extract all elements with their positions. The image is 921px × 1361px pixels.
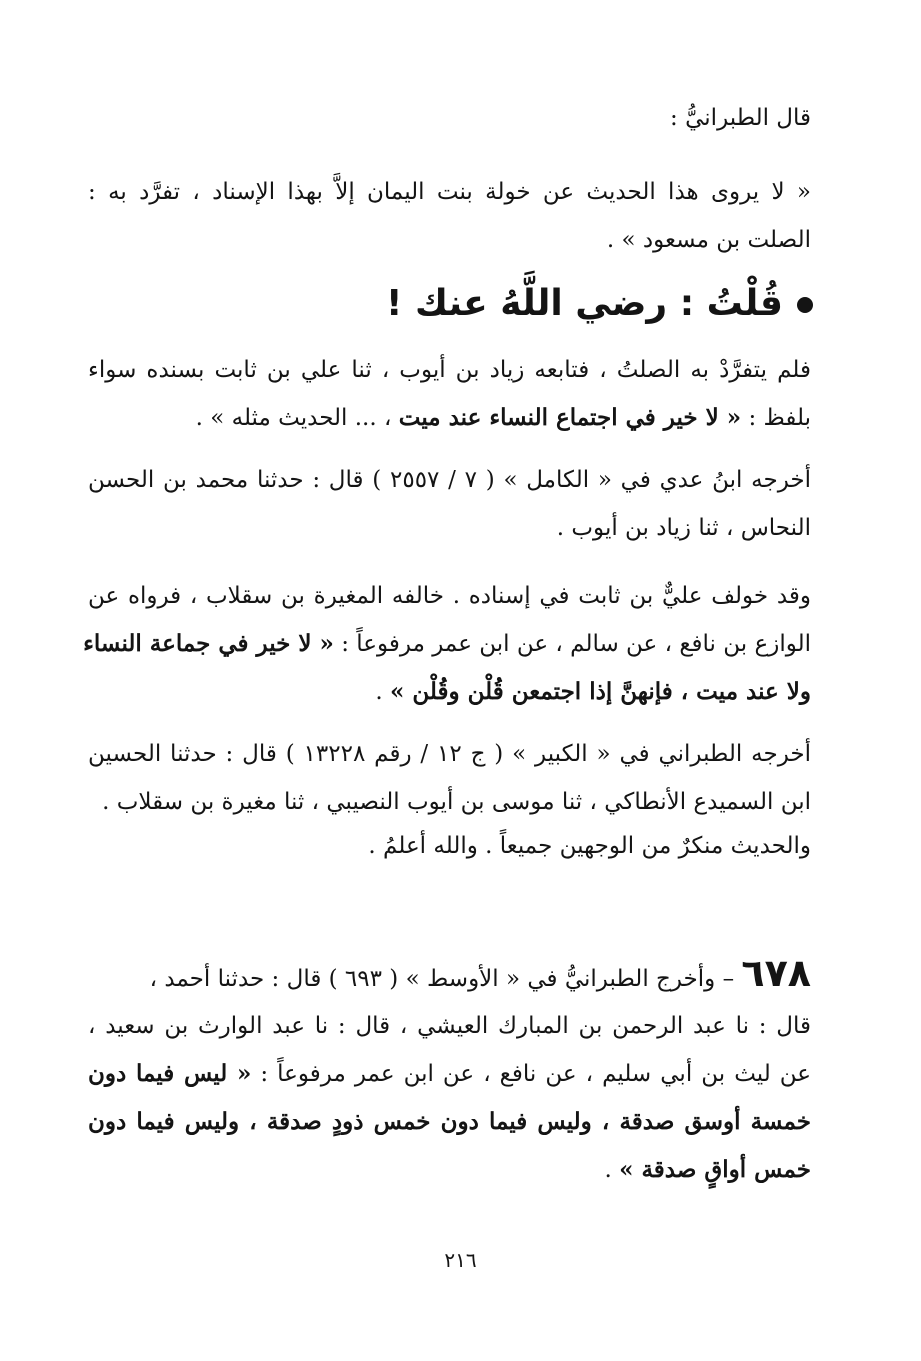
text-line: والحديث منكرٌ من الوجهين جميعاً . والله أعلمُ . xyxy=(368,833,811,859)
quote-line: الصلت بن مسعود » . xyxy=(606,227,811,253)
text-line: خمسة أوسق صدقة ، وليس فيما دون خمس ذودٍ صدقة ، وليس فيما دون xyxy=(88,1108,811,1135)
text-line: قال الطبرانيُّ : xyxy=(670,105,811,131)
quote-line: « لا يروى هذا الحديث عن خولة بنت اليمان إلاَّ بهذا الإسناد ، تفرَّد به : xyxy=(88,179,811,205)
text-line: ولا عند ميت ، فإنهنَّ إذا اجتمعن قُلْن وقُلْن » . xyxy=(375,678,811,705)
text-line: أخرجه ابنُ عدي في « الكامل » ( ٧ / ٢٥٥٧ ) قال : حدثنا محمد بن الحسن xyxy=(88,467,811,493)
hadith-entry-line: ٦٧٨ – وأخرج الطبرانيُّ في « الأوسط » ( ٦٩٣ ) قال : حدثنا أحمد ، xyxy=(149,951,811,995)
text-line: النحاس ، ثنا زياد بن أيوب . xyxy=(556,515,811,541)
page-number: ٢١٦ xyxy=(444,1248,477,1272)
text-line: أخرجه الطبراني في « الكبير » ( ج ١٢ / رقم ١٣٢٢٨ ) قال : حدثنا الحسين xyxy=(88,741,812,767)
text-line: بلفظ : « لا خير في اجتماع النساء عند ميت ، ... الحديث مثله » . xyxy=(195,404,811,431)
text-line: عن ليث بن أبي سليم ، عن نافع ، عن ابن عمر مرفوعاً : « ليس فيما دون xyxy=(88,1060,812,1087)
hadith-number: ٦٧٨ xyxy=(741,951,811,995)
bullet-icon xyxy=(797,297,813,313)
text-line: خمس أواقٍ صدقة » . xyxy=(604,1156,811,1183)
text-line: وقد خولف عليٌّ بن ثابت في إسناده . خالفه المغيرة بن سقلاب ، فرواه عن xyxy=(88,583,811,609)
text-line: قال : نا عبد الرحمن بن المبارك العيشي ، قال : نا عبد الوارث بن سعيد ، xyxy=(88,1013,811,1039)
text-line: الوازع بن نافع ، عن سالم ، عن ابن عمر مرفوعاً : « لا خير في جماعة النساء xyxy=(83,630,811,657)
text-line: فلم يتفرَّدْ به الصلتُ ، فتابعه زياد بن أيوب ، ثنا علي بن ثابت بسنده سواء xyxy=(88,357,811,383)
text-line: ابن السميدع الأنطاكي ، ثنا موسى بن أيوب النصيبي ، ثنا مغيرة بن سقلاب . xyxy=(102,789,811,815)
section-heading: قُلْتُ : رضي اللَّهُ عنك ! xyxy=(386,282,813,326)
